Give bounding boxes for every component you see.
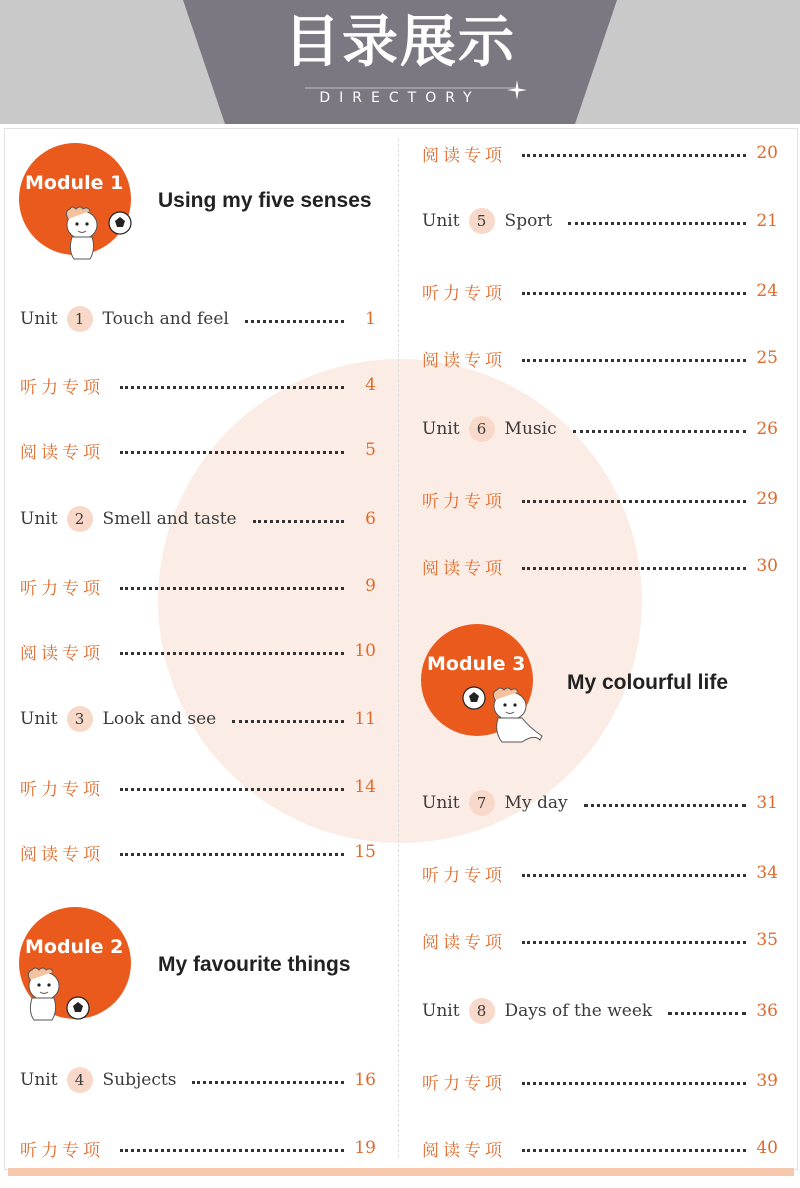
module-title: My colourful life [567, 671, 729, 694]
section-title: 听力专项 [20, 1140, 104, 1161]
unit-label: Unit [422, 211, 460, 231]
toc-unit-row[interactable] [20, 1066, 376, 1094]
page-number: 29 [756, 489, 778, 509]
toc-special-row[interactable] [422, 1134, 778, 1162]
unit-label: Unit [422, 1001, 460, 1021]
toc-special-row[interactable] [20, 371, 376, 399]
module-title: Using my five senses [158, 189, 372, 212]
header-subtitle: DIRECTORY [319, 90, 481, 106]
toc-special-row[interactable] [20, 436, 376, 464]
toc-unit-row[interactable] [422, 789, 778, 817]
dot-leader [522, 1082, 746, 1085]
mascot-with-ball-icon [458, 680, 548, 746]
toc-special-row[interactable] [20, 1134, 376, 1162]
toc-special-row[interactable] [422, 1067, 778, 1095]
dot-leader [120, 386, 344, 389]
unit-label: Unit [422, 793, 460, 813]
page-number: 34 [756, 863, 778, 883]
toc-special-row[interactable] [20, 637, 376, 665]
page-number: 15 [354, 842, 376, 862]
unit-number-badge: 8 [469, 998, 495, 1024]
dot-leader [584, 804, 746, 807]
page-header [0, 0, 800, 124]
page-number: 10 [354, 641, 376, 661]
page-number: 39 [756, 1071, 778, 1091]
toc-special-row[interactable] [20, 838, 376, 866]
unit-number-badge: 2 [67, 506, 93, 532]
dot-leader [192, 1081, 344, 1084]
unit-number-badge: 6 [469, 416, 495, 442]
section-title: 阅读专项 [20, 643, 104, 664]
bottom-bar [8, 1168, 794, 1176]
page-number: 6 [365, 509, 376, 529]
unit-label: Unit [20, 509, 58, 529]
toc-unit-row[interactable] [20, 705, 376, 733]
unit-title: Sport [504, 211, 553, 231]
dot-leader [245, 320, 344, 323]
dot-leader [253, 520, 344, 523]
mascot-with-ball-icon [58, 203, 140, 263]
unit-title: Smell and taste [102, 509, 237, 529]
dot-leader [232, 720, 344, 723]
section-title: 阅读专项 [422, 932, 506, 953]
section-title: 听力专项 [422, 865, 506, 886]
module-label: Module 3 [427, 653, 526, 675]
page-number: 20 [756, 143, 778, 163]
section-title: 听力专项 [20, 377, 104, 398]
page-number: 5 [365, 440, 376, 460]
unit-label: Unit [20, 1070, 58, 1090]
page-number: 14 [354, 777, 376, 797]
dot-leader [522, 359, 746, 362]
page-number: 35 [756, 930, 778, 950]
section-title: 阅读专项 [20, 844, 104, 865]
section-title: 听力专项 [20, 779, 104, 800]
section-title: 阅读专项 [20, 442, 104, 463]
dot-leader [522, 567, 746, 570]
toc-unit-row[interactable] [20, 505, 376, 533]
section-title: 阅读专项 [422, 350, 506, 371]
dot-leader [120, 1149, 344, 1152]
toc-special-row[interactable] [422, 859, 778, 887]
toc-special-row[interactable] [422, 485, 778, 513]
unit-title: Music [504, 419, 557, 439]
sparkle-icon [507, 80, 527, 100]
column-divider [398, 139, 399, 1157]
module-title: My favourite things [158, 953, 351, 976]
toc-special-row[interactable] [422, 926, 778, 954]
section-title: 听力专项 [20, 578, 104, 599]
toc-unit-row[interactable] [422, 207, 778, 235]
page-number: 30 [756, 556, 778, 576]
page-number: 19 [354, 1138, 376, 1158]
unit-label: Unit [422, 419, 460, 439]
toc-special-row[interactable] [422, 277, 778, 305]
unit-title: My day [504, 793, 568, 813]
toc-special-row[interactable] [20, 572, 376, 600]
unit-number-badge: 1 [67, 306, 93, 332]
unit-number-badge: 3 [67, 706, 93, 732]
toc-special-row[interactable] [422, 552, 778, 580]
dot-leader [568, 222, 746, 225]
page-number: 25 [756, 348, 778, 368]
section-title: 听力专项 [422, 1073, 506, 1094]
mascot-with-ball-icon [18, 966, 98, 1026]
dot-leader [522, 500, 746, 503]
dot-leader [120, 587, 344, 590]
page-number: 21 [756, 211, 778, 231]
toc-special-row[interactable] [422, 344, 778, 372]
section-title: 听力专项 [422, 283, 506, 304]
unit-number-badge: 4 [67, 1067, 93, 1093]
section-title: 阅读专项 [422, 1140, 506, 1161]
page-number: 11 [354, 709, 376, 729]
unit-number-badge: 5 [469, 208, 495, 234]
page-number: 1 [365, 309, 376, 329]
page-number: 16 [354, 1070, 376, 1090]
toc-special-row[interactable] [422, 139, 778, 167]
dot-leader [522, 154, 746, 157]
toc-unit-row[interactable] [20, 305, 376, 333]
section-title: 阅读专项 [422, 558, 506, 579]
module-label: Module 2 [25, 936, 124, 958]
dot-leader [668, 1012, 746, 1015]
dot-leader [120, 853, 344, 856]
section-title: 阅读专项 [422, 145, 506, 166]
page-number: 26 [756, 419, 778, 439]
toc-special-row[interactable] [20, 773, 376, 801]
dot-leader [573, 430, 746, 433]
dot-leader [522, 292, 746, 295]
unit-number-badge: 7 [469, 790, 495, 816]
toc-unit-row[interactable] [422, 415, 778, 443]
unit-title: Days of the week [504, 1001, 653, 1021]
page-number: 4 [365, 375, 376, 395]
unit-title: Touch and feel [102, 309, 229, 329]
unit-title: Subjects [102, 1070, 177, 1090]
dot-leader [120, 652, 344, 655]
dot-leader [120, 788, 344, 791]
section-title: 听力专项 [422, 491, 506, 512]
page-number: 9 [365, 576, 376, 596]
toc-unit-row[interactable] [422, 997, 778, 1025]
page-number: 24 [756, 281, 778, 301]
page-number: 40 [756, 1138, 778, 1158]
unit-label: Unit [20, 709, 58, 729]
unit-label: Unit [20, 309, 58, 329]
dot-leader [120, 451, 344, 454]
dot-leader [522, 1149, 746, 1152]
module-label: Module 1 [25, 172, 124, 194]
page-number: 36 [756, 1001, 778, 1021]
unit-title: Look and see [102, 709, 217, 729]
header-title: 目录展示 [284, 10, 516, 75]
dot-leader [522, 874, 746, 877]
dot-leader [522, 941, 746, 944]
page-number: 31 [756, 793, 778, 813]
